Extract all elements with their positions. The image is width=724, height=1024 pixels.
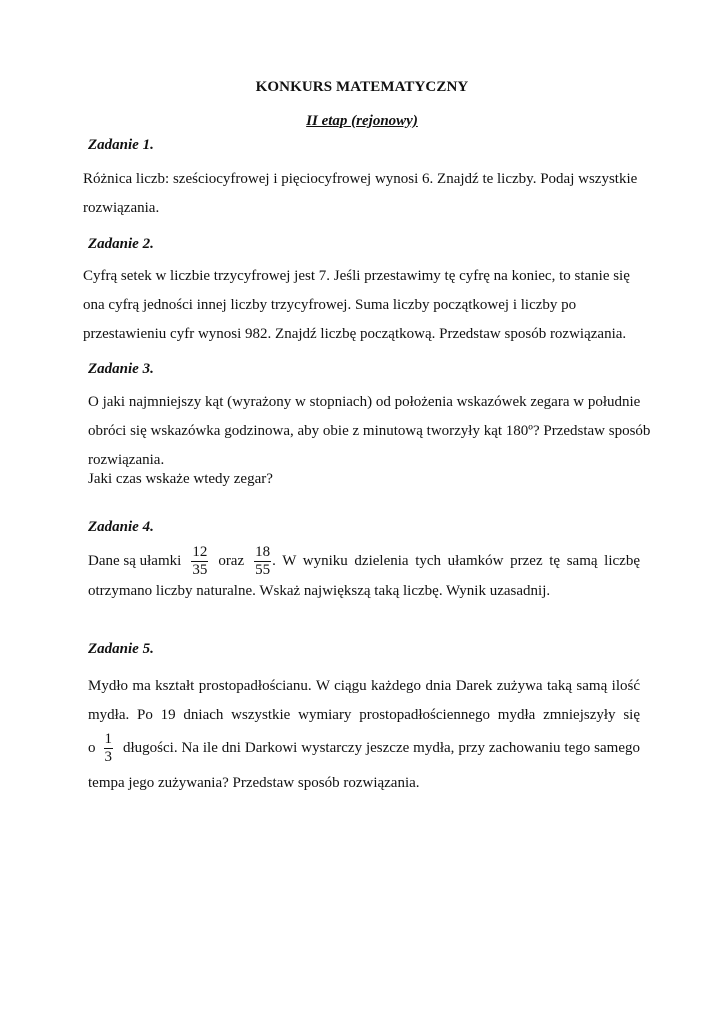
task-2-line-2: ona cyfrą jedności innej liczby trzycyfrowej. Suma liczby początkowej i liczby po <box>83 297 577 313</box>
task-4-text-c: . W wyniku dzielenia tych ułamków przez tę samą liczbę <box>272 552 640 569</box>
task-1-body <box>83 165 653 223</box>
task-3-heading: Zadanie 3. <box>88 361 154 377</box>
task-5-text-b: długości. Na ile dni Darkowi wystarczy jeszcze mydła, przy zachowaniu tego samego <box>123 739 640 756</box>
task-2-heading: Zadanie 2. <box>88 236 154 252</box>
task-3-line-3: rozwiązania. <box>88 452 165 468</box>
task-4-line-1 <box>88 545 640 577</box>
task-1-heading: Zadanie 1. <box>88 137 154 153</box>
task-4-line-2: otrzymano liczby naturalne. Wskaż największą taką liczbę. Wynik uzasadnij. <box>88 583 551 599</box>
task-3-line-2: obróci się wskazówka godzinowa, aby obie z minutową tworzyły kąt 180º? Przedstaw sposób <box>88 423 651 439</box>
fraction-1-3 <box>104 732 114 765</box>
task-2-body <box>83 262 653 349</box>
task-5-line-1: Mydło ma kształt prostopadłościanu. W ciągu każdego dnia Darek zużywa taką samą ilość <box>88 678 640 694</box>
document-subtitle: II etap (rejonowy) <box>306 113 418 129</box>
fraction-denominator: 55 <box>255 561 271 578</box>
fraction-18-55 <box>254 545 271 578</box>
task-4-heading: Zadanie 4. <box>88 519 154 535</box>
fraction-denominator: 35 <box>192 561 208 578</box>
document-title: KONKURS MATEMATYCZNY <box>255 79 469 95</box>
fraction-numerator: 1 <box>104 730 112 747</box>
task-4-text-a: Dane są ułamki <box>88 552 182 569</box>
task-5-line-2: mydła. Po 19 dniach wszystkie wymiary prostopadłościennego mydła zmniejszyły się <box>88 707 640 723</box>
task-2-line-1: Cyfrą setek w liczbie trzycyfrowej jest 7. Jeśli przestawimy tę cyfrę na koniec, to stanie się <box>83 268 630 284</box>
fraction-denominator: 3 <box>104 748 112 765</box>
task-4-text-b: oraz <box>218 552 245 569</box>
task-5-heading: Zadanie 5. <box>88 641 154 657</box>
fraction-numerator: 18 <box>255 543 271 560</box>
task-3-line-4: Jaki czas wskaże wtedy zegar? <box>88 471 273 487</box>
task-2-line-3: przestawieniu cyfr wynosi 982. Znajdź liczbę początkową. Przedstaw sposób rozwiązania. <box>83 326 627 342</box>
task-1-line-2: rozwiązania. <box>83 200 160 216</box>
task-5-text-a: o <box>88 739 96 756</box>
task-5-body <box>88 672 640 795</box>
fraction-12-35 <box>191 545 208 578</box>
fraction-numerator: 12 <box>192 543 208 560</box>
task-4-body <box>88 545 640 606</box>
task-5-line-4: tempa jego zużywania? Przedstaw sposób rozwiązania. <box>88 775 420 791</box>
task-3-body <box>88 388 651 490</box>
task-5-line-3 <box>88 730 640 766</box>
task-1-line-1: Różnica liczb: sześciocyfrowej i pięciocyfrowej wynosi 6. Znajdź te liczby. Podaj wszystkie <box>83 171 638 187</box>
task-3-line-1: O jaki najmniejszy kąt (wyrażony w stopniach) od położenia wskazówek zegara w południe <box>88 394 641 410</box>
